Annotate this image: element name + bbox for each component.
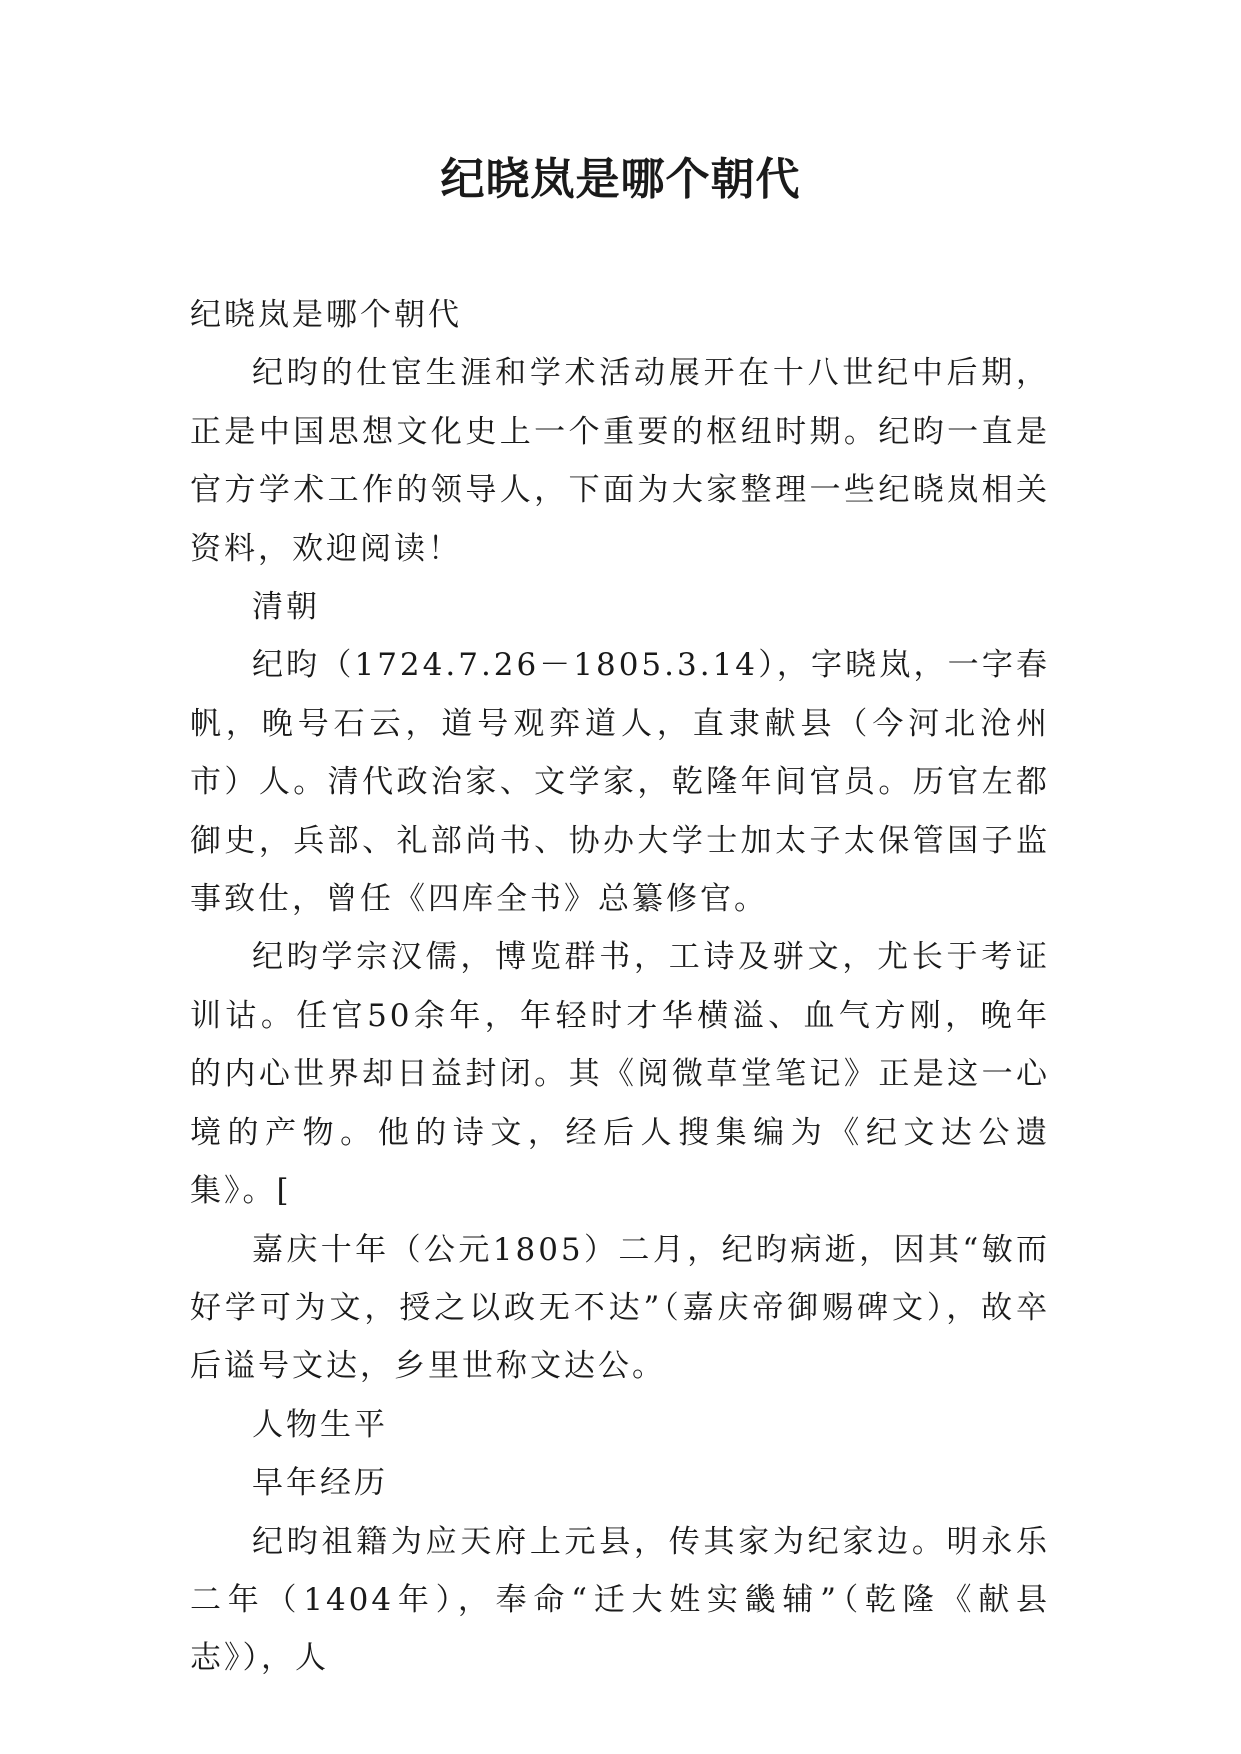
document-title: 纪晓岚是哪个朝代: [440, 154, 801, 205]
paragraph-death: 嘉庆十年（公元1805）二月，纪昀病逝，因其“敏而好学可为文，授之以政无不达”（嘉庆帝御赐碑文），故卒后谥号文达，乡里世称文达公。: [190, 1231, 1050, 1385]
section-heading-early-years: 早年经历: [252, 1465, 388, 1502]
document-body: [190, 286, 1050, 1688]
paragraph-subtitle: 纪晓岚是哪个朝代: [190, 297, 462, 333]
section-heading-life: 人物生平: [252, 1406, 388, 1443]
paragraph-biography: 纪昀（1724.7.26－1805.3.14），字晓岚，一字春帆，晚号石云，道号观弈道人，直隶献县（今河北沧州市）人。清代政治家、文学家，乾隆年间官员。历官左都御史，兵部、礼部尚书、协办大学士加太子太保管国子监事致仕，曾任《四库全书》总纂修官。: [190, 647, 1050, 918]
paragraph-intro: 纪昀的仕宦生涯和学术活动展开在十八世纪中后期，正是中国思想文化史上一个重要的枢纽时期。纪昀一直是官方学术工作的领导人，下面为大家整理一些纪晓岚相关资料，欢迎阅读！: [190, 355, 1050, 567]
paragraph-scholarship: 纪昀学宗汉儒，博览群书，工诗及骈文，尤长于考证训诂。任官50余年，年轻时才华横溢、血气方刚，晚年的内心世界却日益封闭。其《阅微草堂笔记》正是这一心境的产物。他的诗文，经后人搜集编为《纪文达公遗集》。[: [190, 939, 1050, 1210]
paragraph-ancestry: 纪昀祖籍为应天府上元县，传其家为纪家边。明永乐二年（1404年），奉命“迁大姓实畿辅”（乾隆《献县志》），人: [190, 1523, 1050, 1677]
section-heading-qing-dynasty: 清朝: [252, 589, 320, 626]
